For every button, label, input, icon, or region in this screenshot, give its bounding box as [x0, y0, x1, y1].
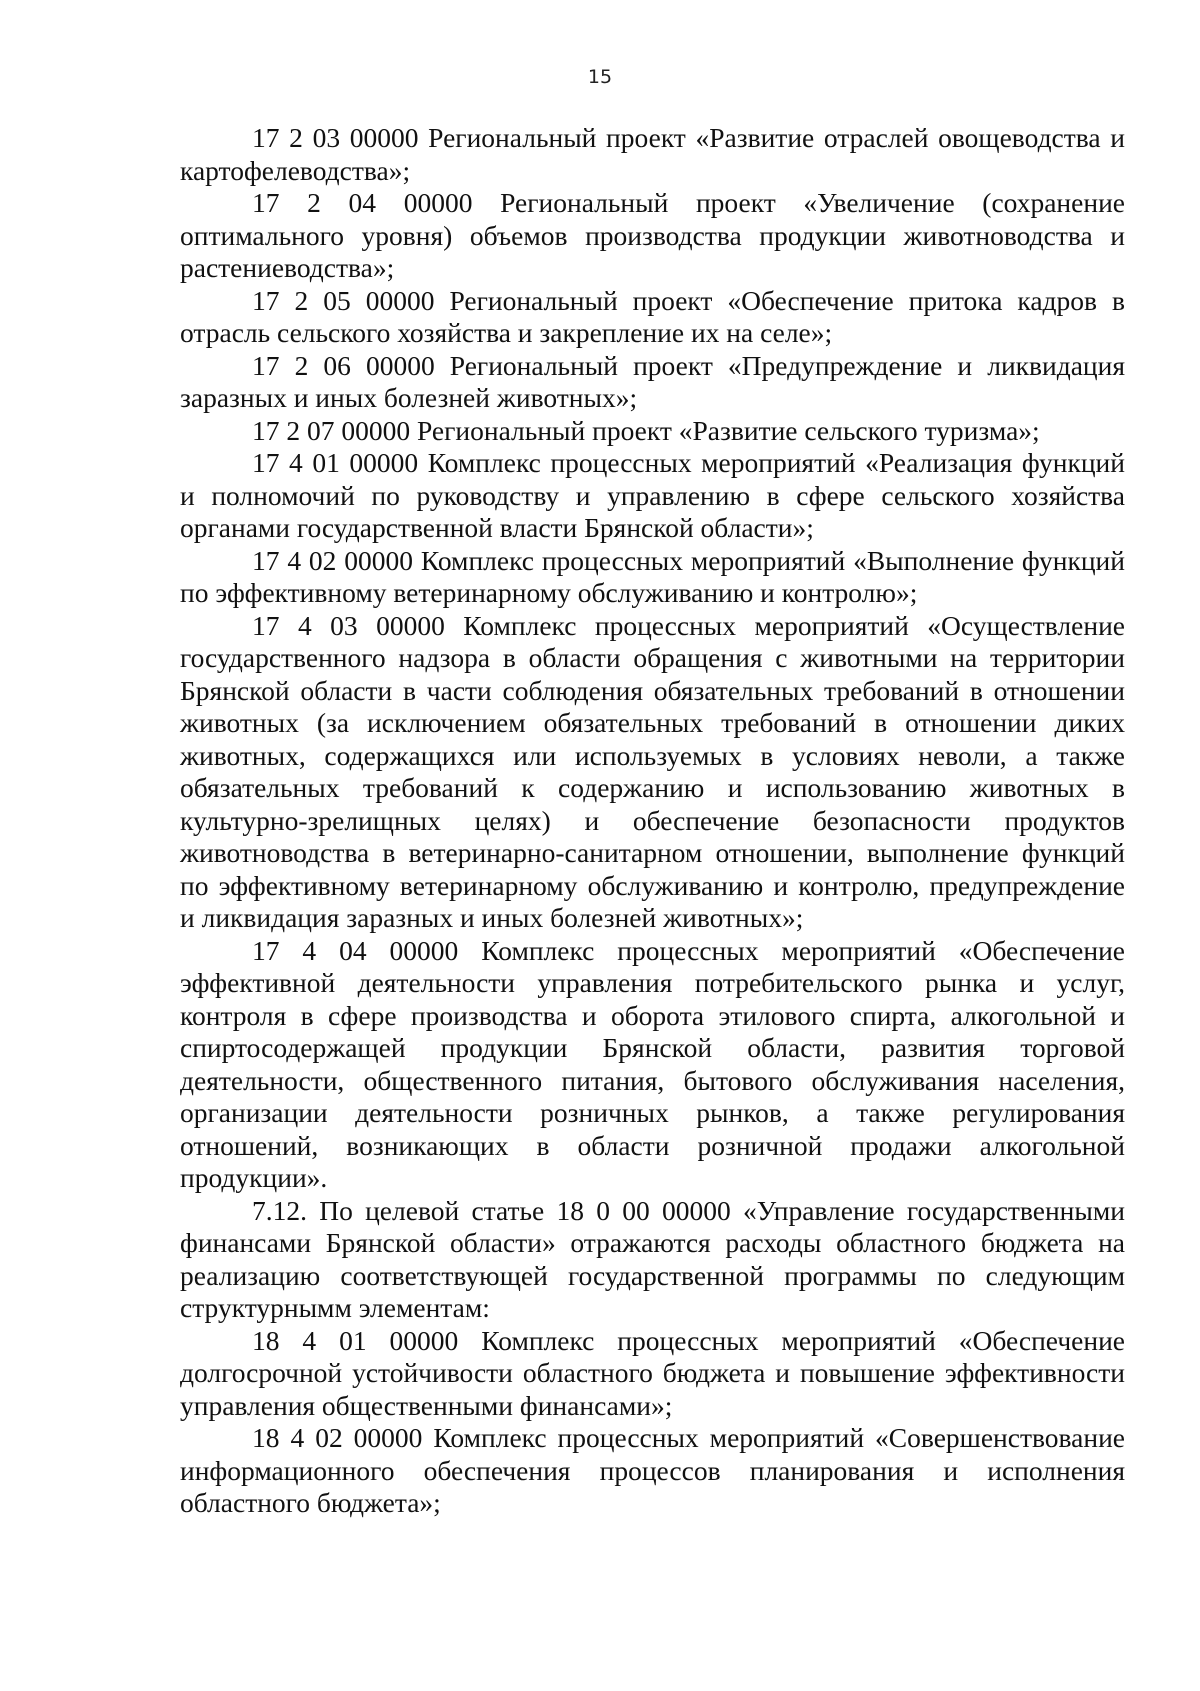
- paragraph-17-4-03: 17 4 03 00000 Комплекс процессных мероприятий «Осуществление государственного надзора в области обращения с животными на территории Брянской области в части соблюдения обязательных требований в отношении животных (за исключением обязательных требований в отношении диких животных, содержащихся или используемых в условиях неволи, а также обязательных требований к содержанию и использованию животных в культурно-зрелищных целях) и обеспечение безопасности продуктов животноводства в ветеринарно-санитарном отношении, выполнение функций по эффективному ветеринарному обслуживанию и контролю, предупреждение и ликвидация заразных и иных болезней животных»;: [180, 609, 1125, 933]
- paragraph-17-4-02: 17 4 02 00000 Комплекс процессных мероприятий «Выполнение функций по эффективному ветеринарному обслуживанию и контролю»;: [180, 544, 1125, 608]
- paragraph-17-4-01: 17 4 01 00000 Комплекс процессных мероприятий «Реализация функций и полномочий по руководству и управлению в сфере сельского хозяйства органами государственной власти Брянской области»;: [180, 447, 1125, 543]
- paragraph-7-12: 7.12. По целевой статье 18 0 00 00000 «Управление государственными финансами Брянской области» отражаются расходы областного бюджета на реализацию соответствующей государственной программы по следующим структурнымм элементам:: [180, 1194, 1125, 1323]
- page-number: 15: [587, 66, 613, 88]
- paragraph-17-2-07: 17 2 07 00000 Региональный проект «Развитие сельского туризма»;: [252, 414, 1040, 446]
- paragraph-18-4-02: 18 4 02 00000 Комплекс процессных мероприятий «Совершенствование информационного обеспечения процессов планирования и исполнения областного бюджета»;: [180, 1422, 1125, 1518]
- paragraph-18-4-01: 18 4 01 00000 Комплекс процессных мероприятий «Обеспечение долгосрочной устойчивости областного бюджета и повышение эффективности управления общественными финансами»;: [180, 1324, 1125, 1421]
- paragraph-17-2-06: 17 2 06 00000 Региональный проект «Предупреждение и ликвидация заразных и иных болезней животных»;: [180, 349, 1125, 413]
- paragraph-17-2-04: 17 2 04 00000 Региональный проект «Увеличение (сохранение оптимального уровня) объемов производства продукции животноводства и растениеводства»;: [180, 187, 1125, 283]
- document-body: [180, 122, 1125, 1520]
- paragraph-17-4-04: 17 4 04 00000 Комплекс процессных мероприятий «Обеспечение эффективной деятельности управления потребительского рынка и услуг, контроля в сфере производства и оборота этилового спирта, алкогольной и спиртосодержащей продукции Брянской области, развития торговой деятельности, общественного питания, бытового обслуживания населения, организации деятельности розничных рынков, а также регулирования отношений, возникающих в области розничной продажи алкогольной продукции».: [180, 934, 1125, 1193]
- paragraph-17-2-03: 17 2 03 00000 Региональный проект «Развитие отраслей овощеводства и картофелеводства»;: [180, 122, 1125, 186]
- paragraph-17-2-05: 17 2 05 00000 Региональный проект «Обеспечение притока кадров в отрасль сельского хозяйства и закрепление их на селе»;: [180, 284, 1125, 348]
